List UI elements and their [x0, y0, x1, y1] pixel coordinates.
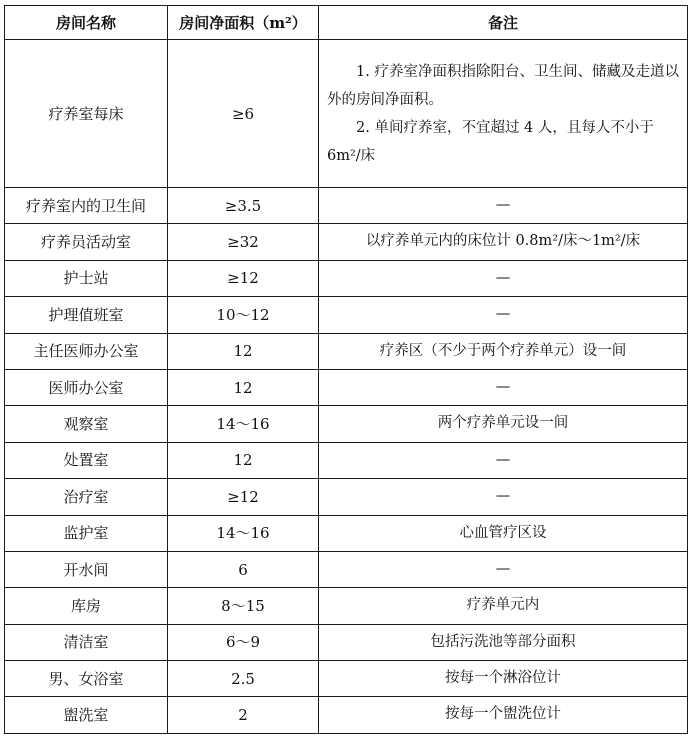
area-cell: ≥32: [168, 224, 319, 260]
table-row: [5, 260, 688, 296]
table-row: [5, 551, 688, 587]
table-row: [5, 515, 688, 551]
area-cell: ≥3.5: [168, 188, 319, 224]
room-name-cell: 盥洗室: [5, 697, 168, 733]
table-row: [5, 333, 688, 369]
table-header-row: [5, 6, 688, 40]
remark-note-1: 1. 疗养室净面积指除阳台、卫生间、储藏及走道以外的房间净面积。: [327, 63, 679, 108]
header-room-name: 房间名称: [5, 6, 168, 40]
remark-cell: 疗养区（不少于两个疗养单元）设一间: [319, 333, 688, 369]
room-area-table: [4, 5, 688, 734]
table-row: [5, 442, 688, 478]
remark-cell: [319, 40, 688, 188]
remark-cell: 两个疗养单元设一间: [319, 406, 688, 442]
table-row: [5, 697, 688, 733]
area-cell: 8～15: [168, 588, 319, 624]
table-row: [5, 369, 688, 405]
remark-cell: —: [319, 442, 688, 478]
remark-cell: 以疗养单元内的床位计 0.8m²/床～1m²/床: [319, 224, 688, 260]
room-name-cell: 处置室: [5, 442, 168, 478]
area-cell: ≥6: [168, 40, 319, 188]
area-cell: ≥12: [168, 260, 319, 296]
room-name-cell: 主任医师办公室: [5, 333, 168, 369]
room-name-cell: 医师办公室: [5, 369, 168, 405]
remark-cell: 按每一个盥洗位计: [319, 697, 688, 733]
remark-cell: —: [319, 260, 688, 296]
table-row: [5, 297, 688, 333]
header-remark: 备注: [319, 6, 688, 40]
room-name-cell: 治疗室: [5, 479, 168, 515]
room-name-cell: 观察室: [5, 406, 168, 442]
table-row: [5, 624, 688, 660]
room-name-cell: 护士站: [5, 260, 168, 296]
area-cell: ≥12: [168, 479, 319, 515]
area-cell: 6～9: [168, 624, 319, 660]
room-name-cell: 疗养室每床: [5, 40, 168, 188]
room-name-cell: 疗养员活动室: [5, 224, 168, 260]
table-row: [5, 406, 688, 442]
room-name-cell: 护理值班室: [5, 297, 168, 333]
room-name-cell: 男、女浴室: [5, 661, 168, 697]
room-name-cell: 清洁室: [5, 624, 168, 660]
header-area: 房间净面积（m²）: [168, 6, 319, 40]
remark-cell: 心血管疗区设: [319, 515, 688, 551]
area-cell: 6: [168, 551, 319, 587]
table-row: [5, 224, 688, 260]
room-name-cell: 库房: [5, 588, 168, 624]
remark-cell: —: [319, 188, 688, 224]
remark-cell: —: [319, 551, 688, 587]
room-name-cell: 疗养室内的卫生间: [5, 188, 168, 224]
remark-cell: 按每一个淋浴位计: [319, 661, 688, 697]
area-cell: 14～16: [168, 406, 319, 442]
table-row: [5, 661, 688, 697]
room-name-cell: 监护室: [5, 515, 168, 551]
table-row: [5, 479, 688, 515]
area-cell: 12: [168, 369, 319, 405]
area-cell: 10～12: [168, 297, 319, 333]
area-cell: 12: [168, 333, 319, 369]
remark-cell: 疗养单元内: [319, 588, 688, 624]
table-row: [5, 588, 688, 624]
area-cell: 12: [168, 442, 319, 478]
remark-cell: —: [319, 369, 688, 405]
room-name-cell: 开水间: [5, 551, 168, 587]
remark-cell: —: [319, 297, 688, 333]
area-cell: 2.5: [168, 661, 319, 697]
remark-cell: —: [319, 479, 688, 515]
area-cell: 2: [168, 697, 319, 733]
table-row: [5, 40, 688, 188]
area-cell: 14～16: [168, 515, 319, 551]
remark-note-2: 2. 单间疗养室，不宜超过 4 人，且每人不小于 6m²/床: [327, 119, 654, 164]
remark-cell: 包括污洗池等部分面积: [319, 624, 688, 660]
table-row: [5, 188, 688, 224]
